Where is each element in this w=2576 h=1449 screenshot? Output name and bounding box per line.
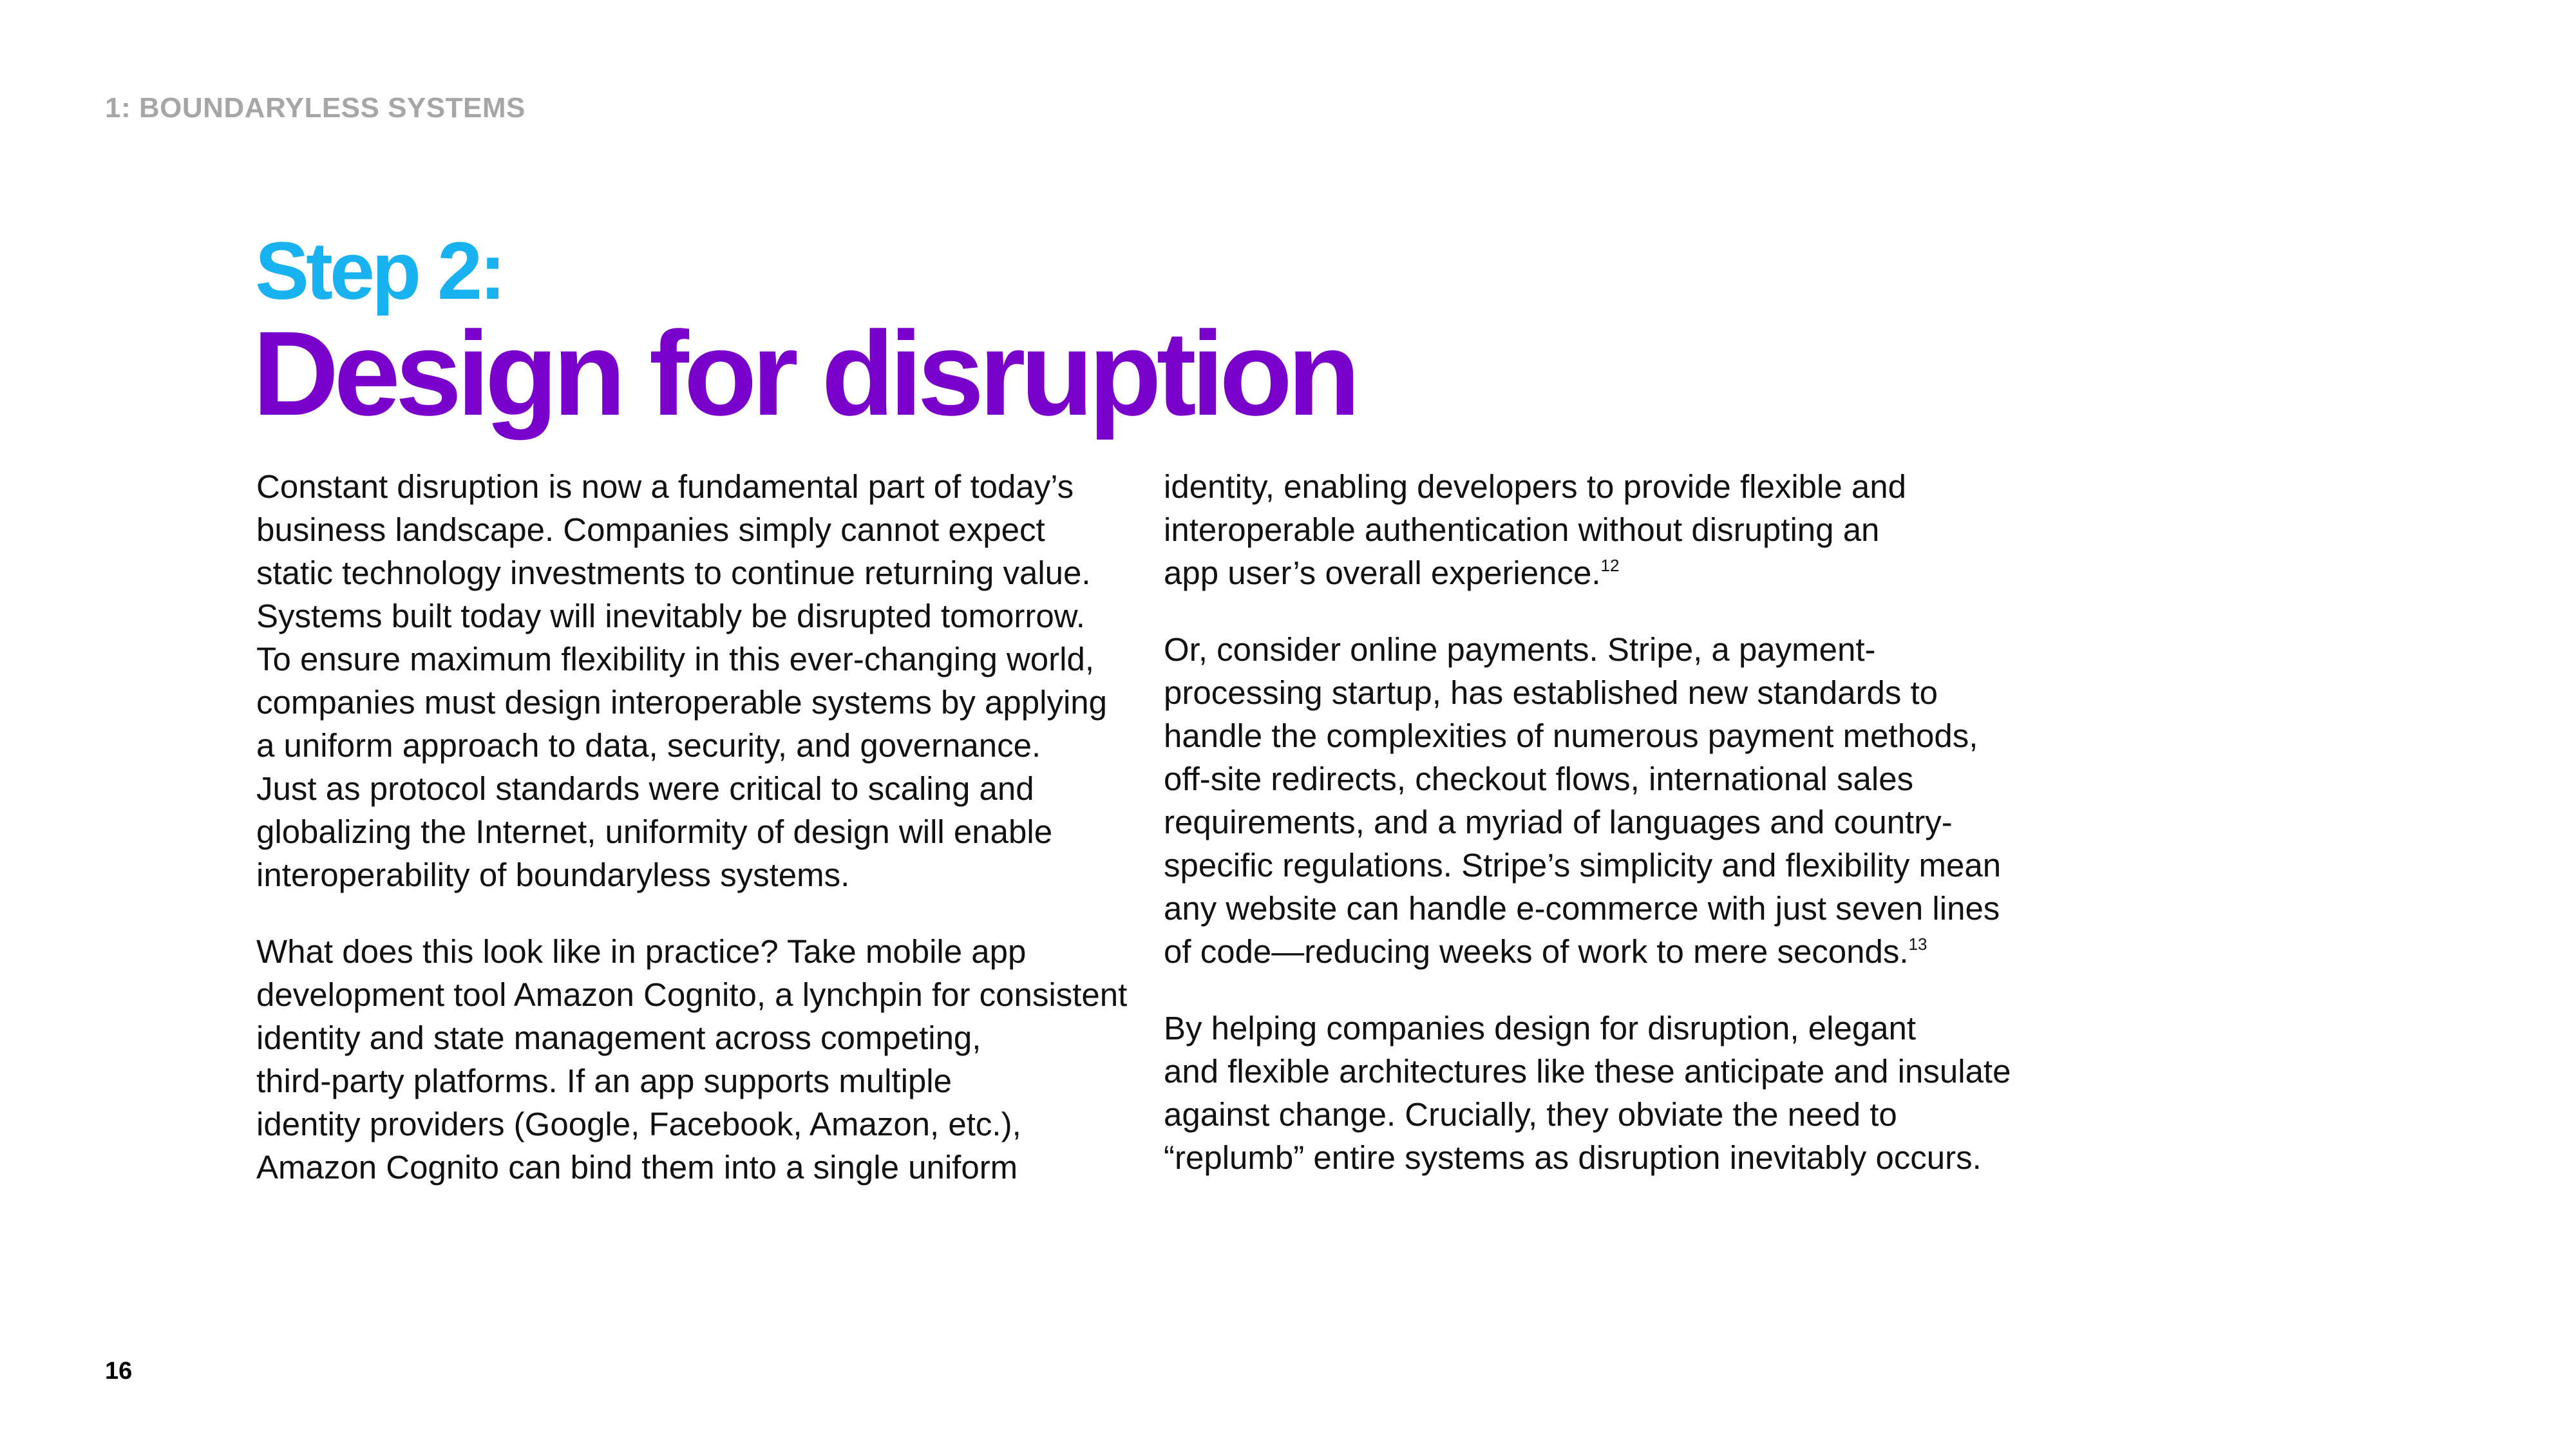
right-column: [1164, 465, 2027, 1213]
text-line: against change. Crucially, they obviate the need to: [1164, 1096, 1897, 1133]
text-line: To ensure maximum flexibility in this ever-changing world,: [256, 641, 1095, 677]
text-line: Constant disruption is now a fundamental part of today’s: [256, 468, 1074, 505]
text-line: Just as protocol standards were critical to scaling and: [256, 770, 1034, 807]
text-line: What does this look like in practice? Take mobile app: [256, 933, 1027, 970]
text-line: identity providers (Google, Facebook, Amazon, etc.),: [256, 1106, 1021, 1142]
text-line: companies must design interoperable systems by applying: [256, 684, 1108, 721]
footnote-marker: 13: [1908, 934, 1927, 954]
text-line: interoperable authentication without disrupting an: [1164, 511, 1880, 548]
text-line: identity, enabling developers to provide flexible and: [1164, 468, 1906, 505]
right-paragraph-2: [1164, 628, 2027, 973]
text-line: Or, consider online payments. Stripe, a payment-: [1164, 631, 1876, 668]
page-number: 16: [105, 1358, 133, 1385]
text-line: business landscape. Companies simply cannot expect: [256, 511, 1045, 548]
text-line: static technology investments to continue returning value.: [256, 554, 1091, 591]
page-title: Design for disruption: [252, 307, 1356, 440]
text-line: off-site redirects, checkout flows, international sales: [1164, 761, 1914, 797]
text-line: Systems built today will inevitably be disrupted tomorrow.: [256, 598, 1085, 634]
text-line: Amazon Cognito can bind them into a single uniform: [256, 1149, 1018, 1186]
text-line: interoperability of boundaryless systems.: [256, 857, 850, 893]
text-line-with-footnote: [1164, 551, 2027, 594]
text-line: “replumb” entire systems as disruption inevitably occurs.: [1164, 1139, 1982, 1176]
text-line: By helping companies design for disruption, elegant: [1164, 1010, 1917, 1046]
text-line: of code—reducing weeks of work to mere seconds.: [1164, 933, 1909, 970]
text-line: app user’s overall experience.: [1164, 554, 1601, 591]
text-line: handle the complexities of numerous payment methods,: [1164, 717, 1978, 754]
text-line: identity and state management across competing,: [256, 1019, 981, 1056]
left-column: [256, 465, 1128, 1222]
right-paragraph-1: [1164, 465, 2027, 594]
text-line: and flexible architectures like these anticipate and insulate: [1164, 1053, 2011, 1090]
text-line: specific regulations. Stripe’s simplicity and flexibility mean: [1164, 847, 2002, 884]
text-line: processing startup, has established new standards to: [1164, 674, 1938, 711]
right-paragraph-3: [1164, 1007, 2027, 1179]
left-paragraph-2: [256, 930, 1128, 1189]
step-label: Step 2:: [255, 225, 504, 316]
text-line: third-party platforms. If an app supports multiple: [256, 1063, 952, 1099]
text-line: any website can handle e-commerce with just seven lines: [1164, 890, 2000, 927]
section-label: 1: BOUNDARYLESS SYSTEMS: [105, 92, 526, 124]
text-line: globalizing the Internet, uniformity of design will enable: [256, 813, 1053, 850]
text-line: requirements, and a myriad of languages and country-: [1164, 804, 1953, 840]
footnote-marker: 12: [1600, 556, 1620, 575]
text-line: development tool Amazon Cognito, a lynchpin for consistent: [256, 976, 1128, 1013]
text-line: a uniform approach to data, security, and governance.: [256, 727, 1041, 764]
left-paragraph-1: [256, 465, 1119, 896]
text-line-with-footnote: [1164, 930, 2027, 973]
